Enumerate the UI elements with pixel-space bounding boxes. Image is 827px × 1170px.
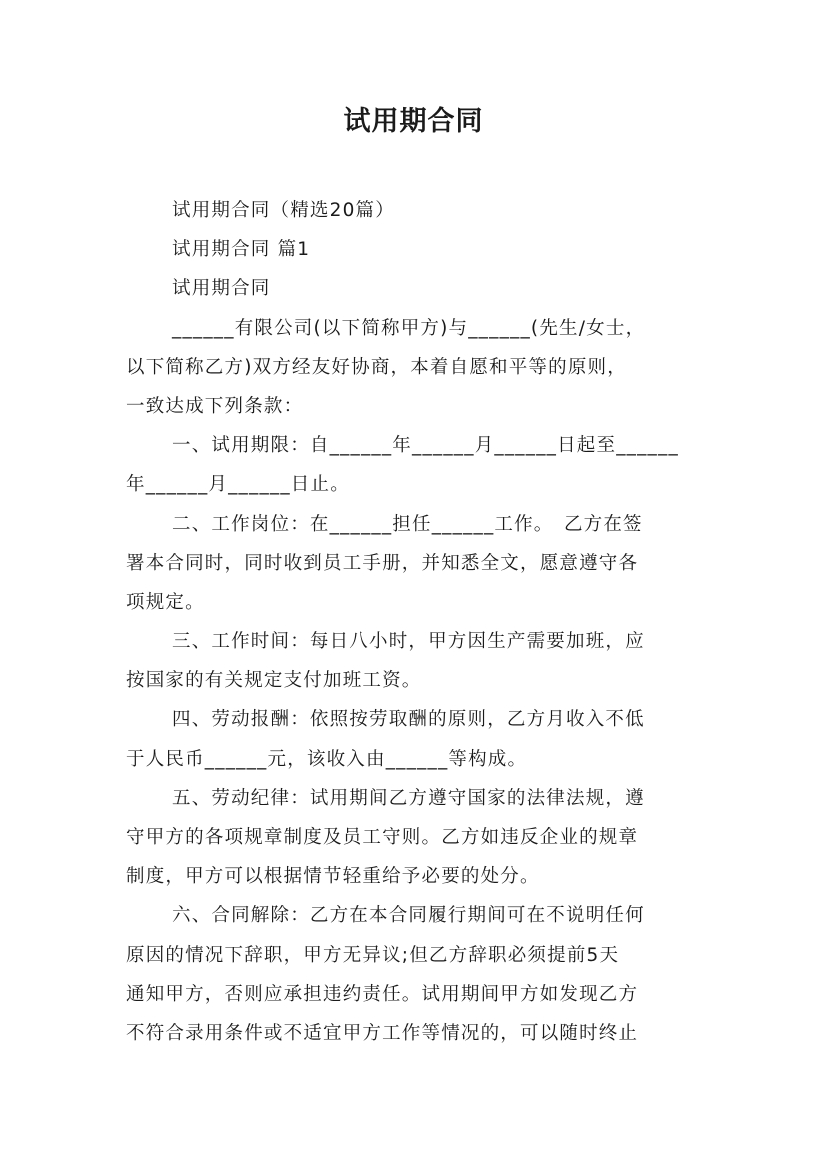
clause-line: 不符合录用条件或不适宜甲方工作等情况的，可以随时终止: [126, 1022, 639, 1044]
clause-line: 署本合同时，同时收到员工手册，并知悉全文，愿意遵守各: [126, 552, 639, 574]
clause-line: 于人民币______元，该收入由______等构成。: [126, 748, 528, 770]
paragraph-line: 以下简称乙方)双方经友好协商，本着自愿和平等的原则，: [126, 356, 627, 378]
paragraph-line: 一致达成下列条款：: [126, 395, 304, 417]
clause-line: 原因的情况下辞职，甲方无异议;但乙方辞职必须提前5天: [126, 944, 620, 966]
clause-line: 一、试用期限：自______年______月______日起至______: [172, 435, 679, 457]
clause-line: 按国家的有关规定支付加班工资。: [126, 670, 422, 692]
clause-line: 通知甲方，否则应承担违约责任。试用期间甲方如发现乙方: [126, 983, 639, 1005]
section-heading-line: 试用期合同 篇1: [172, 239, 311, 261]
clause-line: 制度，甲方可以根据情节轻重给予必要的处分。: [126, 866, 540, 888]
clause-line: 五、劳动纪律：试用期间乙方遵守国家的法律法规，遵: [172, 787, 645, 809]
paragraph-line: ______有限公司(以下简称甲方)与______(先生/女士，: [172, 317, 646, 339]
clause-line: 二、工作岗位：在______担任______工作。 乙方在签: [172, 513, 643, 535]
document-title: 试用期合同: [343, 106, 484, 137]
clause-line: 六、合同解除：乙方在本合同履行期间可在不说明任何: [172, 905, 645, 927]
clause-line: 项规定。: [126, 591, 205, 613]
clause-line: 守甲方的各项规章制度及员工守则。乙方如违反企业的规章: [126, 827, 639, 848]
clause-line: 年______月______日止。: [126, 474, 350, 496]
clause-line: 四、劳动报酬：依照按劳取酬的原则，乙方月收入不低: [172, 709, 645, 731]
subtitle-line: 试用期合同（精选20篇）: [172, 200, 395, 221]
contract-heading-line: 试用期合同: [172, 278, 271, 300]
document-body: [126, 191, 704, 1053]
clause-line: 三、工作时间：每日八小时，甲方因生产需要加班，应: [172, 631, 645, 653]
